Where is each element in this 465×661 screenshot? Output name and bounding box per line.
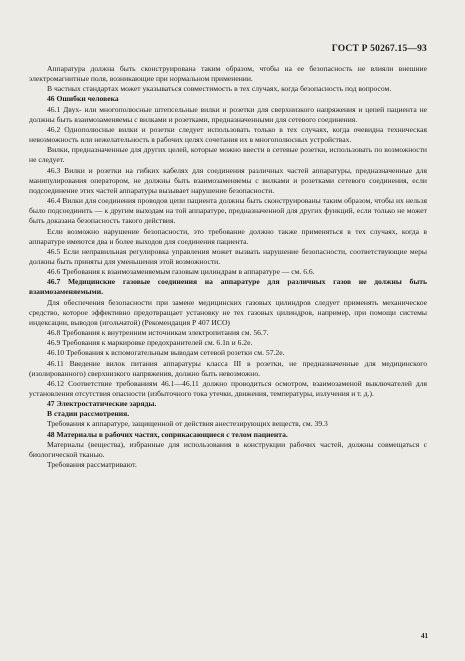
paragraph: 46.5 Если неправильная регулировка управления может вызвать нарушение безопасности, соответствующие меры должны быть приняты для уменьшения этой возможности. (29, 246, 427, 266)
paragraph: 46.10 Требования к вспомогательным выводам сетевой розетки см. 57.2e. (47, 348, 285, 358)
paragraph: 46.11 Введение вилок питания аппаратуры класса III в розетки, не предназначенные для медицинского (изолированного) сверхнизкого напряжения, должно быть невозможно. (29, 358, 427, 378)
paragraph: Требования к аппаратуре, защищенной от действия анестезирующих веществ, см. 39.3 (47, 419, 328, 429)
paragraph: 46.8 Требования к внутренним источникам электропитания см. 56.7. (47, 328, 269, 338)
paragraph: Требования рассматривают. (47, 460, 137, 470)
paragraph: 46.9 Требования к маркировке предохранителей см. 6.1n и 6.2e. (47, 338, 253, 348)
section-heading: 47 Электростатические заряды. (47, 399, 157, 409)
paragraph: 46.1 Двух- или многополюсные штепсельные вилки и розетки для сверхнизкого напряжения и цепей пациента не должны быть взаимозаменяемы с вилками и розетками, предназначенными для сетевого соединения. (29, 104, 427, 124)
paragraph: Материалы (вещества), избранные для использования в конструкции рабочих частей, должны совмещаться с биологической тканью. (29, 439, 427, 459)
section-heading: 46 Ошибки человека (47, 94, 119, 104)
paragraph: 46.7 Медицинские газовые соединения на аппаратуре для различных газов не должны быть взаимозаменяемыми. (29, 277, 427, 297)
paragraph: Если возможно нарушение безопасности, это требование должно также применяться в тех случаях, когда в аппаратуре имеются два и более выходов для соединения пациента. (29, 226, 427, 246)
paragraph: Вилки, предназначенные для других целей, которые можно ввести в сетевые розетки, использовать по возможности не следует. (29, 145, 427, 165)
paragraph: В частных стандартах может указываться совместимость в тех случаях, когда безопасность под вопросом. (47, 84, 392, 94)
paragraph: 46.3 Вилки и розетки на гибких кабелях для соединения различных частей аппаратуры, предназначенные для манипулирования оператором, не должны быть взаимозаменяемы с вилками и розетками сетевого соединения, если подсоединение этих частей аппаратуры вызывает нарушение безопасности. (29, 165, 427, 195)
paragraph: Аппаратура должна быть сконструирована таким образом, чтобы на ее безопасность не влияли внешние электромагнитные поля, возникающие при нормальном применении. (29, 64, 427, 84)
paragraph: 46.12 Соответствие требованиям 46.1—46.11 должно проводиться осмотром, взаимозаменой выключателей для установления отсутствия опасности (избыточного тока утечки, движения, температуры, излучения и т. д.). (29, 378, 427, 398)
paragraph: 46.4 Вилки для соединения проводов цепи пациента должны быть сконструированы таким образом, чтобы их нельзя было подсоединить — к другим выходам на той аппаратуре, предназначенной для других функций, если только не может быть доказана безопасность такого действия. (29, 196, 427, 226)
page-number: 41 (421, 632, 428, 640)
paragraph: 46.2 Однополюсные вилки и розетки следует использовать только в тех случаях, когда очевидна техническая невозможность или нежелательность в рабочих целях сочетания их в многополюсных устройствах. (29, 124, 427, 145)
section-heading: 48 Материалы в рабочих частях, соприкасающиеся с телом пациента. (47, 429, 288, 439)
standard-header: ГОСТ Р 50267.15—93 (331, 44, 427, 54)
paragraph: В стадии рассмотрения. (47, 409, 130, 419)
document-body (29, 64, 427, 470)
paragraph: 46.6 Требования к взаимозаменяемым газовым цилиндрам в аппаратуре — см. 6.6. (47, 267, 315, 277)
paragraph: Для обеспечения безопасности при замене медицинских газовых цилиндров следует применять механическое средство, которое эффективно предотвращает установку не тех газовых цилиндров, например, при помощи системы индексации, выводов (игольчатой) (Рекомендация Р 407 ИСО) (29, 297, 427, 327)
